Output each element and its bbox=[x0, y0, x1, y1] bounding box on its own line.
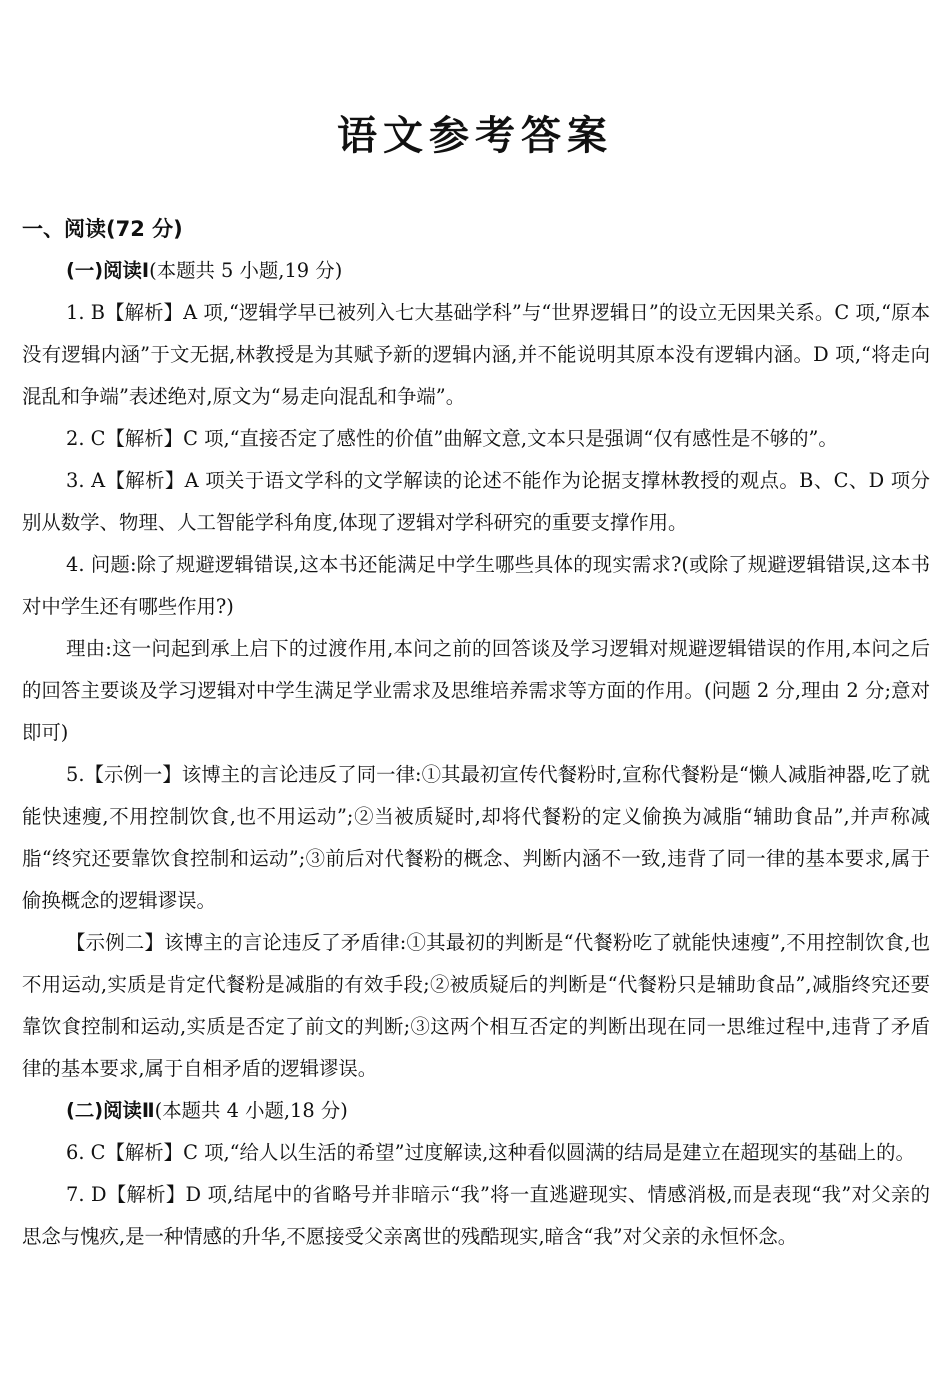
answer-content bbox=[22, 208, 930, 1258]
page-title: 语文参考答案 bbox=[337, 113, 613, 159]
part-heading-reading-1 bbox=[22, 250, 930, 292]
part-heading-note: (本题共 4 小题,18 分) bbox=[154, 1099, 348, 1122]
answer-q5-example-2: 【示例二】该博主的言论违反了矛盾律:①其最初的判断是“代餐粉吃了就能快速瘦”,不用控制饮食,也不用运动,实质是肯定代餐粉是减脂的有效手段;②被质疑后的判断是“代餐粉只是辅助食品”,减脂终究还要靠饮食控制和运动,实质是否定了前文的判断;③这两个相互否定的判断出现在同一思维过程中,违背了矛盾律的基本要求,属于自相矛盾的逻辑谬误。 bbox=[22, 931, 930, 1080]
answer-q7: 7. D【解析】D 项,结尾中的省略号并非暗示“我”将一直逃避现实、情感消极,而是表现“我”对父亲的思念与愧疚,是一种情感的升华,不愿接受父亲离世的残酷现实,暗含“我”对父亲的永恒怀念。 bbox=[22, 1183, 930, 1248]
answer-q3: 3. A【解析】A 项关于语文学科的文学解读的论述不能作为论据支撑林教授的观点。B、C、D 项分别从数学、物理、人工智能学科角度,体现了逻辑对学科研究的重要支撑作用。 bbox=[22, 469, 930, 534]
answer-q1: 1. B【解析】A 项,“逻辑学早已被列入七大基础学科”与“世界逻辑日”的设立无因果关系。C 项,“原本没有逻辑内涵”于文无据,林教授是为其赋予新的逻辑内涵,并不能说明其原本没有逻辑内涵。D 项,“将走向混乱和争端”表述绝对,原文为“易走向混乱和争端”。 bbox=[22, 301, 930, 408]
answer-q4-question: 4. 问题:除了规避逻辑错误,这本书还能满足中学生哪些具体的现实需求?(或除了规避逻辑错误,这本书对中学生还有哪些作用?) bbox=[22, 553, 930, 618]
answer-q5-example-1: 5.【示例一】该博主的言论违反了同一律:①其最初宣传代餐粉时,宣称代餐粉是“懒人减脂神器,吃了就能快速瘦,不用控制饮食,也不用运动”;②当被质疑时,却将代餐粉的定义偷换为减脂“辅助食品”,并声称减脂“终究还要靠饮食控制和运动”;③前后对代餐粉的概念、判断内涵不一致,违背了同一律的基本要求,属于偷换概念的逻辑谬误。 bbox=[22, 763, 930, 912]
part-heading-reading-2 bbox=[22, 1090, 930, 1132]
part-heading-label: (二)阅读Ⅱ bbox=[66, 1099, 155, 1122]
part-heading-note: (本题共 5 小题,19 分) bbox=[149, 259, 343, 282]
answer-q2: 2. C【解析】C 项,“直接否定了感性的价值”曲解文意,文本只是强调“仅有感性是不够的”。 bbox=[66, 427, 838, 450]
section-heading-reading: 一、阅读(72 分) bbox=[22, 217, 183, 241]
part-heading-label: (一)阅读Ⅰ bbox=[66, 259, 150, 282]
answer-q6: 6. C【解析】C 项,“给人以生活的希望”过度解读,这种看似圆满的结局是建立在超现实的基础上的。 bbox=[66, 1141, 915, 1164]
answer-q4-reason: 理由:这一问起到承上启下的过渡作用,本问之前的回答谈及学习逻辑对规避逻辑错误的作用,本问之后的回答主要谈及学习逻辑对中学生满足学业需求及思维培养需求等方面的作用。(问题 2 分,理由 2 分;意对即可) bbox=[22, 637, 930, 744]
